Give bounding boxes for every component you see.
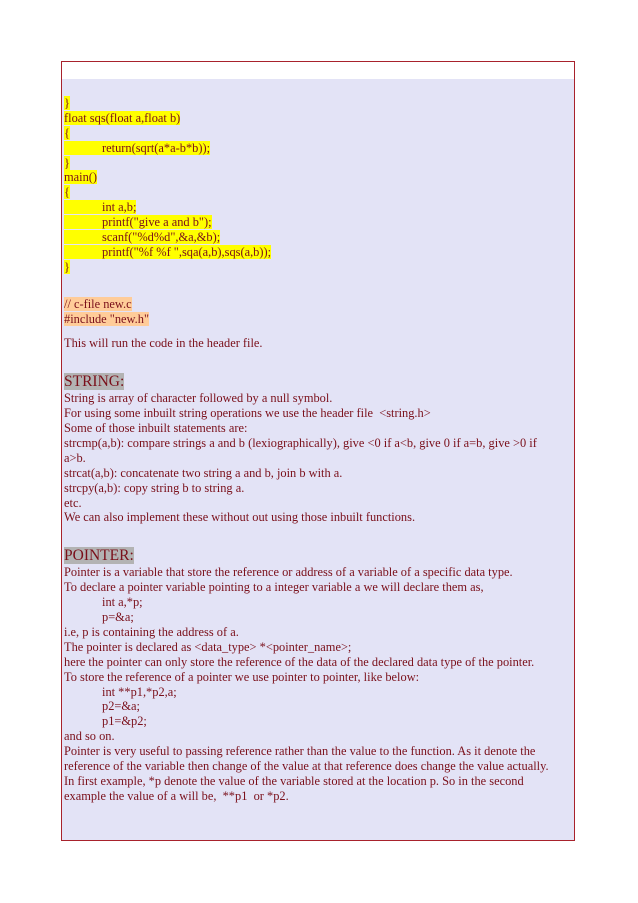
string-section — [64, 373, 572, 525]
code-line: p=&a; — [102, 610, 134, 625]
paragraph-line: Pointer is very useful to passing reference rather than the value to the function. As it denote the — [64, 744, 536, 759]
code-line: int a,*p; — [102, 595, 143, 610]
paragraph-line: strcpy(a,b): copy string b to string a. — [64, 480, 245, 495]
paragraph-line: Pointer is a variable that store the reference or address of a variable of a specific data type. — [64, 565, 513, 580]
paragraph-line: etc. — [64, 495, 82, 510]
code-line: #include "new.h" — [64, 311, 150, 326]
code-line: { — [64, 185, 70, 200]
code-line: // c-file new.c — [64, 296, 132, 311]
paragraph-line: To declare a pointer variable pointing to a integer variable a we will declare them as, — [64, 580, 484, 595]
paragraph-line: For using some inbuilt string operations we use the header file <string.h> — [64, 406, 431, 421]
code-line: return(sqrt(a*a-b*b)); — [64, 141, 210, 155]
code-line: p2=&a; — [102, 699, 140, 714]
code-block-functions — [64, 96, 572, 275]
paragraph-line: and so on. — [64, 729, 115, 744]
code-line: p1=&p2; — [102, 714, 147, 729]
paragraph-line: String is array of character followed by a null symbol. — [64, 391, 333, 406]
paragraph-line: We can also implement these without out using those inbuilt functions. — [64, 510, 416, 525]
pointer-section — [64, 547, 572, 803]
paragraph-line: example the value of a will be, **p1 or *p2. — [64, 788, 289, 803]
code-line: float sqs(float a,float b) — [64, 110, 181, 125]
code-block-include — [64, 297, 572, 327]
section-heading-pointer: POINTER: — [64, 547, 134, 565]
page-frame — [61, 61, 575, 841]
code-line: int a,b; — [64, 200, 136, 214]
code-line: } — [64, 259, 70, 274]
code-line: main() — [64, 170, 98, 185]
paragraph-line: a>b. — [64, 450, 86, 465]
paragraph-line: strcmp(a,b): compare strings a and b (lexiographically), give <0 if a<b, give 0 if a=b, give >0 if — [64, 436, 537, 451]
section-heading-string: STRING: — [64, 373, 125, 391]
paragraph-line: In first example, *p denote the value of the variable stored at the location p. So in the second — [64, 773, 524, 788]
paragraph-line: Some of those inbuilt statements are: — [64, 421, 248, 436]
paragraph-line: strcat(a,b): concatenate two string a and b, join b with a. — [64, 465, 343, 480]
paragraph-line: The pointer is declared as <data_type> *<pointer_name>; — [64, 639, 352, 654]
code-line: } — [64, 155, 70, 170]
paragraph-line: To store the reference of a pointer we use pointer to pointer, like below: — [64, 669, 420, 684]
paragraph-line: i.e, p is containing the address of a. — [64, 624, 239, 639]
code-line: printf("%f %f ",sqa(a,b),sqs(a,b)); — [64, 245, 271, 259]
code-line: printf("give a and b"); — [64, 215, 212, 229]
document-content — [62, 79, 574, 840]
paragraph-line: here the pointer can only store the reference of the data of the declared data type of the pointer. — [64, 654, 535, 669]
paragraph-line: reference of the variable then change of the value at that reference does change the value actually. — [64, 758, 549, 773]
code-line: { — [64, 125, 70, 140]
note-text: This will run the code in the header file. — [64, 336, 263, 351]
code-line: int **p1,*p2,a; — [102, 684, 177, 699]
code-line: } — [64, 96, 70, 110]
code-line: scanf("%d%d",&a,&b); — [64, 230, 220, 244]
